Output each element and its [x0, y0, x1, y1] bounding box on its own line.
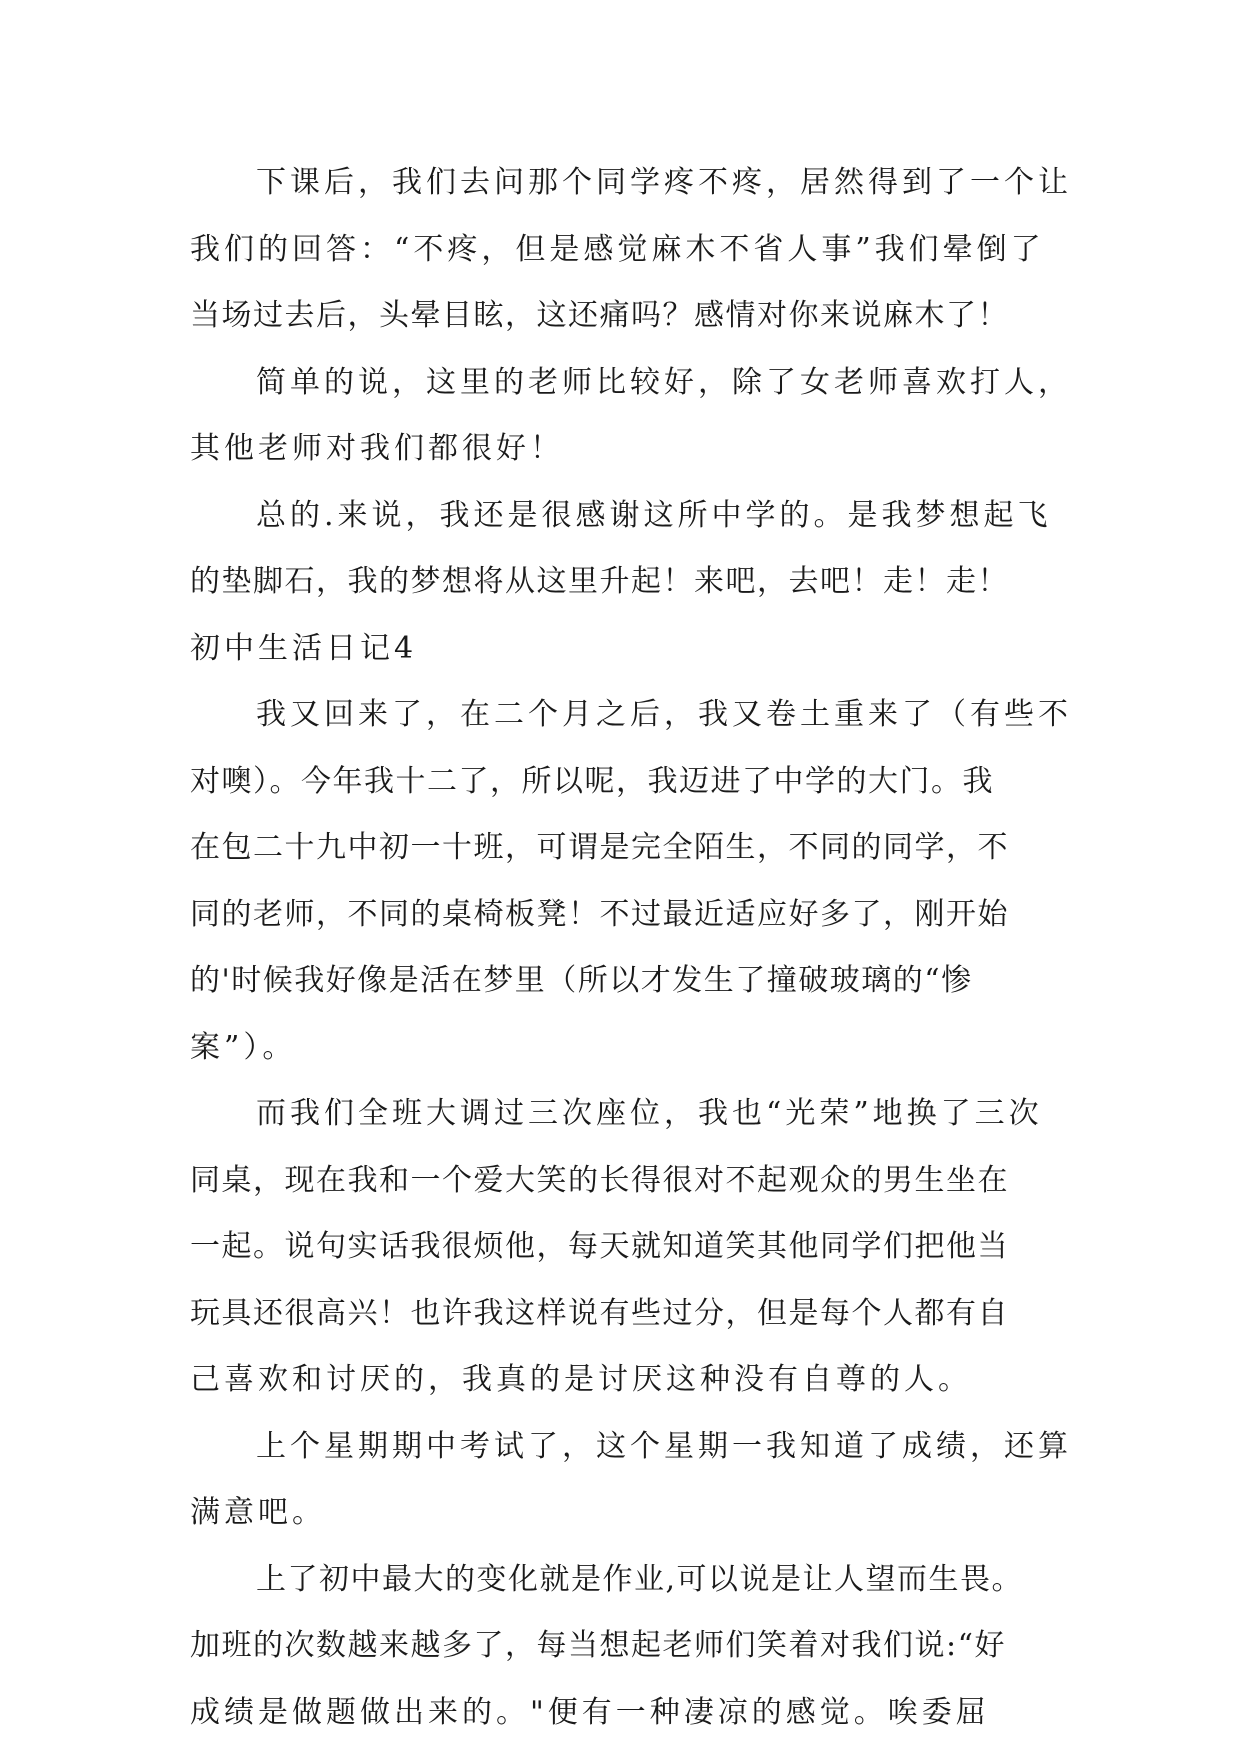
- text-line: 玩具还很高兴！也许我这样说有些过分，但是每个人都有自: [190, 1295, 1009, 1331]
- text-line: 我又回来了，在二个月之后，我又卷土重来了（有些不: [256, 697, 1072, 732]
- text-line: 案”）。: [190, 1029, 297, 1065]
- text-line: 己喜欢和讨厌的，我真的是讨厌这种没有自尊的人。: [190, 1362, 972, 1397]
- text-line: 一起。说句实话我很烦他，每天就知道笑其他同学们把他当: [190, 1229, 1009, 1264]
- text-line: 的'时候我好像是活在梦里（所以才发生了撞破玻璃的“惨: [190, 963, 973, 998]
- text-line: 同桌，现在我和一个爱大笑的长得很对不起观众的男生坐在: [190, 1162, 1009, 1198]
- text-line: 同的老师，不同的桌椅板凳！不过最近适应好多了，刚开始: [190, 896, 1009, 932]
- text-line: 的垫脚石，我的梦想将从这里升起！来吧，去吧！走！走！: [190, 564, 1009, 599]
- text-line: 我们的回答：“不疼，但是感觉麻木不省人事”我们晕倒了: [190, 231, 1045, 267]
- text-line: 对噢）。今年我十二了，所以呢，我迈进了中学的大门。我: [190, 763, 994, 799]
- text-line: 满意吧。: [190, 1495, 326, 1530]
- text-line: 上个星期期中考试了，这个星期一我知道了成绩，还算: [256, 1428, 1072, 1464]
- document-body: [190, 150, 1072, 1746]
- text-line: 而我们全班大调过三次座位，我也“光荣”地换了三次: [256, 1096, 1043, 1131]
- section-heading: 初中生活日记4: [190, 630, 418, 666]
- text-line: 总的.来说，我还是很感谢这所中学的。是我梦想起飞: [256, 497, 1052, 533]
- text-line: 当场过去后，头晕目眩，这还痛吗？感情对你来说麻木了！: [190, 298, 1009, 333]
- text-line: 下课后，我们去问那个同学疼不疼，居然得到了一个让: [256, 165, 1072, 200]
- text-line: 其他老师对我们都很好！: [190, 431, 564, 466]
- text-line: 成绩是做题做出来的。"便有一种凄凉的感觉。唉委屈: [190, 1694, 990, 1730]
- text-line: 在包二十九中初一十班，可谓是完全陌生，不同的同学，不: [190, 830, 1009, 865]
- text-line: 上了初中最大的变化就是作业,可以说是让人望而生畏。: [256, 1561, 1024, 1597]
- text-line: 简单的说，这里的老师比较好，除了女老师喜欢打人，: [256, 364, 1072, 400]
- text-line: 加班的次数越来越多了，每当想起老师们笑着对我们说:“好: [190, 1628, 1006, 1663]
